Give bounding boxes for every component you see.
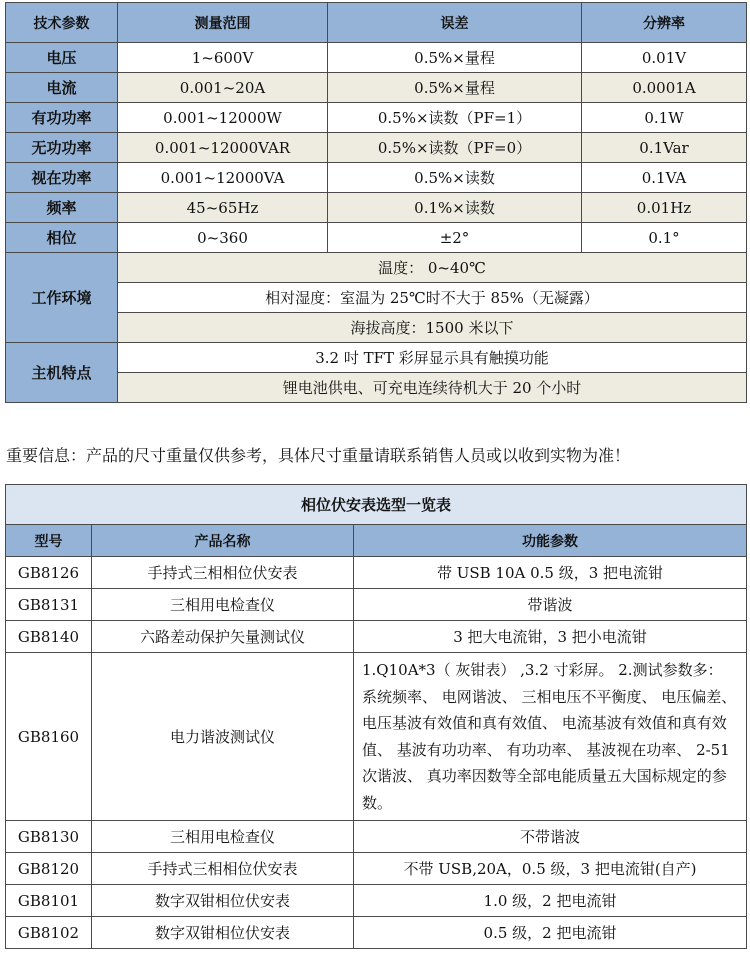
selection-row xyxy=(6,917,747,949)
selection-row xyxy=(6,885,747,917)
spec-resolution: 0.0001A xyxy=(582,73,747,103)
model-cell: GB8102 xyxy=(6,917,92,949)
spec-range: 0.001~12000VAR xyxy=(118,133,328,163)
spec-table xyxy=(5,2,747,403)
name-cell: 三相用电检查仪 xyxy=(92,821,354,853)
spec-row-current xyxy=(6,73,747,103)
environment-line: 温度： 0~40℃ xyxy=(118,253,747,283)
spec-row-reactive-power xyxy=(6,133,747,163)
spec-param: 无功功率 xyxy=(6,133,118,163)
model-cell: GB8126 xyxy=(6,557,92,589)
spec-range: 0.001~12000W xyxy=(118,103,328,133)
spec-header-row xyxy=(6,3,747,43)
spec-resolution: 0.1VA xyxy=(582,163,747,193)
selection-table xyxy=(5,484,747,949)
model-cell: GB8130 xyxy=(6,821,92,853)
spec-row-environment-1 xyxy=(6,253,747,283)
params-cell: 带 USB 10A 0.5 级，3 把电流钳 xyxy=(354,557,747,589)
spec-resolution: 0.1° xyxy=(582,223,747,253)
spec-row-environment-3 xyxy=(6,313,747,343)
name-cell: 数字双钳相位伏安表 xyxy=(92,885,354,917)
selection-title-row xyxy=(6,485,747,525)
spec-param: 电流 xyxy=(6,73,118,103)
params-cell: 1.0 级，2 把电流钳 xyxy=(354,885,747,917)
name-cell: 手持式三相相位伏安表 xyxy=(92,853,354,885)
spec-range: 0.001~20A xyxy=(118,73,328,103)
selection-title: 相位伏安表选型一览表 xyxy=(6,485,747,525)
selection-row xyxy=(6,821,747,853)
spec-row-frequency xyxy=(6,193,747,223)
spec-row-environment-2 xyxy=(6,283,747,313)
name-cell: 三相用电检查仪 xyxy=(92,589,354,621)
spec-resolution: 0.1Var xyxy=(582,133,747,163)
name-cell: 六路差动保护矢量测试仪 xyxy=(92,621,354,653)
spec-error: 0.5%×读数 xyxy=(328,163,582,193)
spec-resolution: 0.01Hz xyxy=(582,193,747,223)
spec-range: 45~65Hz xyxy=(118,193,328,223)
selection-row xyxy=(6,653,747,821)
spec-row-voltage xyxy=(6,43,747,73)
features-line: 锂电池供电、可充电连续待机大于 20 个小时 xyxy=(118,373,747,403)
spec-error: 0.5%×读数（PF=0） xyxy=(328,133,582,163)
model-cell: GB8140 xyxy=(6,621,92,653)
params-cell: 0.5 级，2 把电流钳 xyxy=(354,917,747,949)
spec-row-active-power xyxy=(6,103,747,133)
spec-header-error: 误差 xyxy=(328,3,582,43)
spec-row-features-2 xyxy=(6,373,747,403)
spec-param: 有功功率 xyxy=(6,103,118,133)
selection-header-model: 型号 xyxy=(6,525,92,557)
selection-header-params: 功能参数 xyxy=(354,525,747,557)
params-cell: 不带 USB,20A，0.5 级，3 把电流钳(自产) xyxy=(354,853,747,885)
important-note: 重要信息：产品的尺寸重量仅供参考，具体尺寸重量请联系销售人员或以收到实物为准！ xyxy=(6,446,631,465)
spec-error: ±2° xyxy=(328,223,582,253)
selection-row xyxy=(6,621,747,653)
spec-range: 1~600V xyxy=(118,43,328,73)
spec-header-resolution: 分辨率 xyxy=(582,3,747,43)
name-cell: 数字双钳相位伏安表 xyxy=(92,917,354,949)
model-cell: GB8101 xyxy=(6,885,92,917)
environment-line: 海拔高度：1500 米以下 xyxy=(118,313,747,343)
spec-error: 0.5%×量程 xyxy=(328,73,582,103)
spec-row-phase xyxy=(6,223,747,253)
params-cell: 1.Q10A*3（ 灰钳表） ,3.2 寸彩屏。 2.测试参数多： 系统频率、 电网谐波、 三相电压不平衡度、 电压偏差、 电压基波有效值和真有效值、 电流基波有效值和真有效值、 基波有功功率、 有功功率、 基波视在功率、 2-51 次谐波、 真功率因数等全部电能质量五大国标规定的参数。 xyxy=(354,653,747,821)
features-label: 主机特点 xyxy=(6,343,118,403)
selection-row xyxy=(6,853,747,885)
spec-resolution: 0.01V xyxy=(582,43,747,73)
spec-range: 0.001~12000VA xyxy=(118,163,328,193)
environment-label: 工作环境 xyxy=(6,253,118,343)
selection-header-row xyxy=(6,525,747,557)
spec-error: 0.5%×读数（PF=1） xyxy=(328,103,582,133)
selection-row xyxy=(6,589,747,621)
spec-header-range: 测量范围 xyxy=(118,3,328,43)
model-cell: GB8131 xyxy=(6,589,92,621)
spec-resolution: 0.1W xyxy=(582,103,747,133)
spec-param: 视在功率 xyxy=(6,163,118,193)
params-cell: 3 把大电流钳，3 把小电流钳 xyxy=(354,621,747,653)
spec-range: 0~360 xyxy=(118,223,328,253)
params-cell: 带谐波 xyxy=(354,589,747,621)
spec-error: 0.1%×读数 xyxy=(328,193,582,223)
model-cell: GB8160 xyxy=(6,653,92,821)
spec-header-param: 技术参数 xyxy=(6,3,118,43)
name-cell: 电力谐波测试仪 xyxy=(92,653,354,821)
params-cell: 不带谐波 xyxy=(354,821,747,853)
features-line: 3.2 吋 TFT 彩屏显示具有触摸功能 xyxy=(118,343,747,373)
selection-header-name: 产品名称 xyxy=(92,525,354,557)
environment-line: 相对湿度：室温为 25℃时不大于 85%（无凝露） xyxy=(118,283,747,313)
spec-row-features-1 xyxy=(6,343,747,373)
spec-param: 相位 xyxy=(6,223,118,253)
model-cell: GB8120 xyxy=(6,853,92,885)
spec-error: 0.5%×量程 xyxy=(328,43,582,73)
spec-row-apparent-power xyxy=(6,163,747,193)
name-cell: 手持式三相相位伏安表 xyxy=(92,557,354,589)
selection-row xyxy=(6,557,747,589)
spec-param: 电压 xyxy=(6,43,118,73)
spec-param: 频率 xyxy=(6,193,118,223)
